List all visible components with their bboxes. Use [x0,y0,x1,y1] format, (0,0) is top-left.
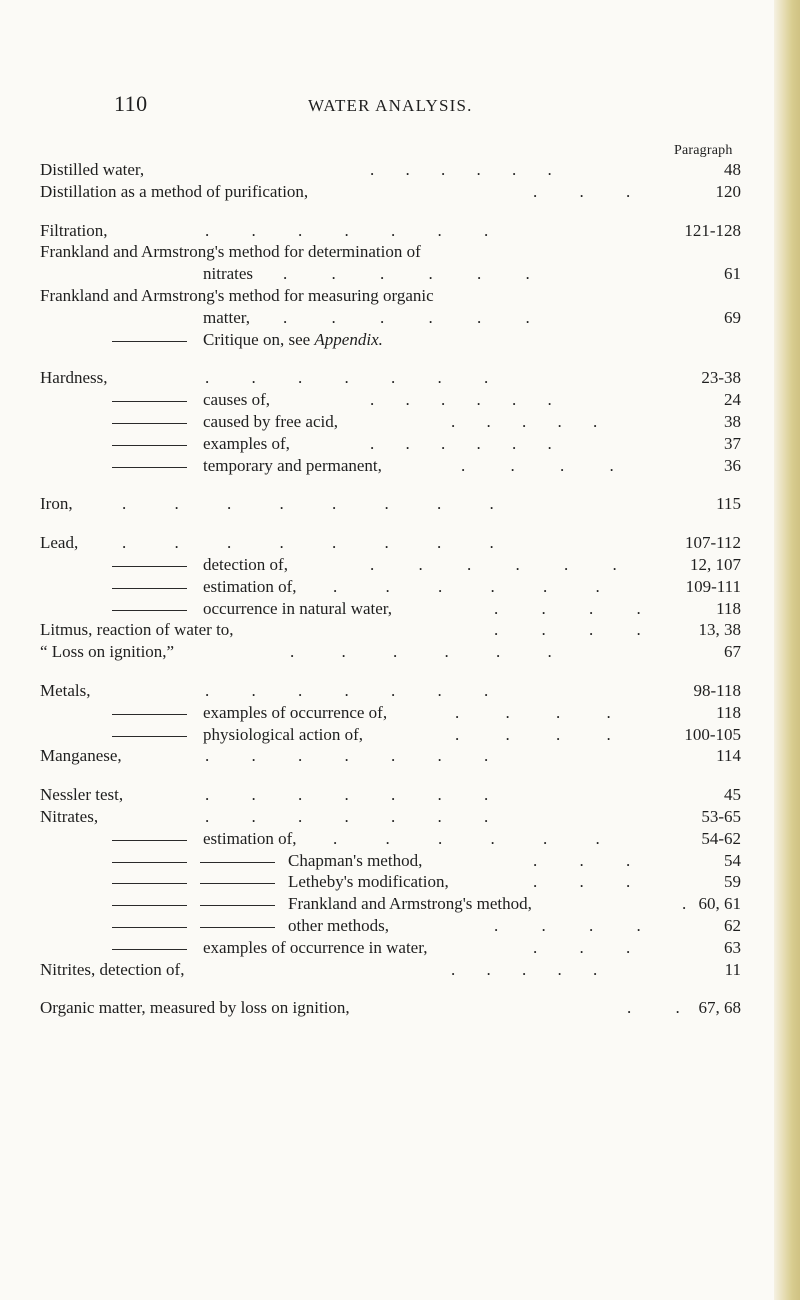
index-entry [0,554,800,576]
paragraph-ref: 67 [724,642,741,662]
paragraph-ref: 54 [724,850,741,870]
entry-text: Nitrites, detection of, [40,959,185,979]
paragraph-ref: 60, 61 [698,894,741,914]
entry-text: Nitrates, [40,806,99,826]
paragraph-ref: 67, 68 [698,998,741,1018]
paragraph-ref: 53-65 [701,806,741,826]
paragraph-ref: 100-105 [684,724,741,744]
entry-text: matter, [203,307,250,327]
entry-text: Nessler test, [40,785,124,805]
ditto-dash [112,949,187,950]
index-entry [0,367,800,389]
entry-text: Frankland and Armstrong's method, [288,894,532,914]
paragraph-ref: 115 [716,494,741,514]
index-entry [0,576,800,598]
leader-dots: . . . [533,872,631,892]
entry-text: other methods, [288,915,390,935]
index-entry [0,724,800,746]
ditto-dash [112,445,187,446]
index-entry [0,285,800,307]
entry-text: detection of, [203,554,288,574]
ditto-dash [112,401,187,402]
entry-text: Manganese, [40,746,122,766]
ditto-dash [112,840,187,841]
paragraph-ref: 11 [724,959,741,979]
index-entry [0,702,800,724]
paragraph-ref: 121-128 [684,220,741,240]
leader-dots: . . . . . . [370,433,552,453]
leader-dots: . . . [533,937,631,957]
leader-dots: . . . . . . [283,264,530,284]
index-entry [0,893,800,915]
leader-dots: . . . . . . . [205,785,489,805]
leader-dots: . . . . . . [370,160,552,179]
entry-text: estimation of, [203,828,297,848]
index-entry [0,806,800,828]
entry-text: Metals, [40,680,91,700]
index-entry [0,959,800,981]
entry-text: Hardness, [40,368,108,388]
index-entry [0,784,800,806]
ditto-dash [112,566,187,567]
index-entry [0,997,800,1019]
paragraph-ref: 23-38 [701,368,741,388]
index-entry [0,411,800,433]
index-entry [0,263,800,285]
ditto-dash [112,610,187,611]
ditto-dash [112,467,187,468]
paragraph-ref: 120 [715,181,741,201]
ditto-dash [200,905,275,906]
paragraph-ref: 118 [716,598,741,618]
entry-text: Frankland and Armstrong's method for determination of [40,242,421,262]
index-entry [0,433,800,455]
entry-text: temporary and permanent, [203,455,382,475]
index-entry [0,389,800,411]
paragraph-ref: 62 [724,915,741,935]
entry-text: Frankland and Armstrong's method for measuring organic [40,285,434,305]
leader-dots: . . . . . . . [205,680,489,700]
leader-dots: . [682,894,687,914]
index-entry [0,680,800,702]
entry-text: Distilled water, [40,160,145,179]
index-entry [0,220,800,242]
ditto-dash [112,927,187,928]
leader-dots: . . . . . . [283,307,530,327]
entry-text: Letheby's modification, [288,872,449,892]
index-entry [0,619,800,641]
index-entry [0,329,800,351]
ditto-dash [112,905,187,906]
entry-text: Distillation as a method of purification, [40,181,309,201]
ditto-dash [112,883,187,884]
ditto-dash [200,883,275,884]
entry-text: causes of, [203,390,271,410]
index-entry [0,455,800,477]
index-entry [0,915,800,937]
leader-dots: . . . . [494,915,641,935]
entry-text: examples of, [203,433,290,453]
index-entry [0,641,800,663]
entry-text: Organic matter, measured by loss on ignition, [40,998,350,1018]
index-entry [0,598,800,620]
entry-text: occurrence in natural water, [203,598,393,618]
leader-dots: . . . . [494,598,641,618]
index-entry [0,828,800,850]
ditto-dash [200,927,275,928]
paragraph-ref: 38 [724,411,741,431]
index-list [0,159,800,1019]
paragraph-ref: 36 [724,455,741,475]
leader-dots: . . . . . [451,959,598,979]
paragraph-ref: 98-118 [693,680,741,700]
ditto-dash [112,862,187,863]
leader-dots: . . . . . [451,411,598,431]
leader-dots: . . . . . . [290,642,552,662]
paragraph-ref: 37 [724,433,741,453]
ditto-dash [112,341,187,342]
index-entry [0,181,800,203]
leader-dots: . . . . . . [370,390,552,410]
entry-text [203,329,383,351]
running-title: WATER ANALYSIS. [308,96,473,115]
leader-dots: . . . . . . . . [122,533,494,553]
entry-text: “ Loss on ignition,” [40,642,175,662]
leader-dots: . . . [533,181,631,201]
paragraph-ref: 118 [716,702,741,722]
index-entry [0,871,800,893]
paragraph-ref: 59 [724,872,741,892]
paragraph-ref: 13, 38 [698,620,741,640]
entry-text: examples of occurrence in water, [203,937,428,957]
leader-dots: . . . [533,850,631,870]
ditto-dash [112,714,187,715]
entry-text: caused by free acid, [203,411,338,431]
entry-text: Filtration, [40,220,108,240]
leader-dots: . . . . . . . . [122,494,494,514]
paragraph-ref: 107-112 [684,533,741,553]
page-number: 110 [114,91,148,116]
leader-dots: . . [627,998,680,1018]
ditto-dash [112,423,187,424]
index-entry [0,307,800,329]
paragraph-ref: 54-62 [701,828,741,848]
column-heading: Paragraph [674,143,733,158]
entry-text: Iron, [40,494,73,514]
entry-text: Litmus, reaction of water to, [40,620,234,640]
leader-dots: . . . . . . . [205,806,489,826]
index-entry [0,850,800,872]
leader-dots: . . . . . . . [205,368,489,388]
paragraph-ref: 45 [724,785,741,805]
entry-text: examples of occurrence of, [203,702,388,722]
entry-text: physiological action of, [203,724,364,744]
paragraph-ref: 109-111 [685,576,741,596]
leader-dots: . . . . [494,620,641,640]
ditto-dash [112,736,187,737]
entry-text: Chapman's method, [288,850,423,870]
entry-text: Lead, [40,533,79,553]
paragraph-ref: 24 [724,390,741,410]
paragraph-ref: 114 [716,746,741,766]
paragraph-ref: 63 [724,937,741,957]
leader-dots: . . . . . . . [205,220,489,240]
leader-dots: . . . . [455,702,611,722]
index-entry [0,493,800,515]
index-entry [0,159,800,181]
appendix-reference: Appendix. [314,329,383,349]
leader-dots: . . . . [461,455,614,475]
index-entry [0,241,800,263]
ditto-dash [112,588,187,589]
index-entry [0,745,800,767]
paragraph-ref: 61 [724,264,741,284]
index-entry [0,937,800,959]
entry-text: estimation of, [203,576,297,596]
leader-dots: . . . . . . [333,828,600,848]
leader-dots: . . . . . . . [205,746,489,766]
paragraph-ref: 12, 107 [690,554,741,574]
ditto-dash [200,862,275,863]
leader-dots: . . . . . . [370,554,617,574]
index-entry [0,532,800,554]
leader-dots: . . . . . . [333,576,600,596]
leader-dots: . . . . [455,724,611,744]
entry-text: nitrates [203,264,254,284]
paragraph-ref: 69 [724,307,741,327]
paragraph-ref: 48 [724,160,741,179]
entry-text-part: Critique on, see [203,329,315,349]
